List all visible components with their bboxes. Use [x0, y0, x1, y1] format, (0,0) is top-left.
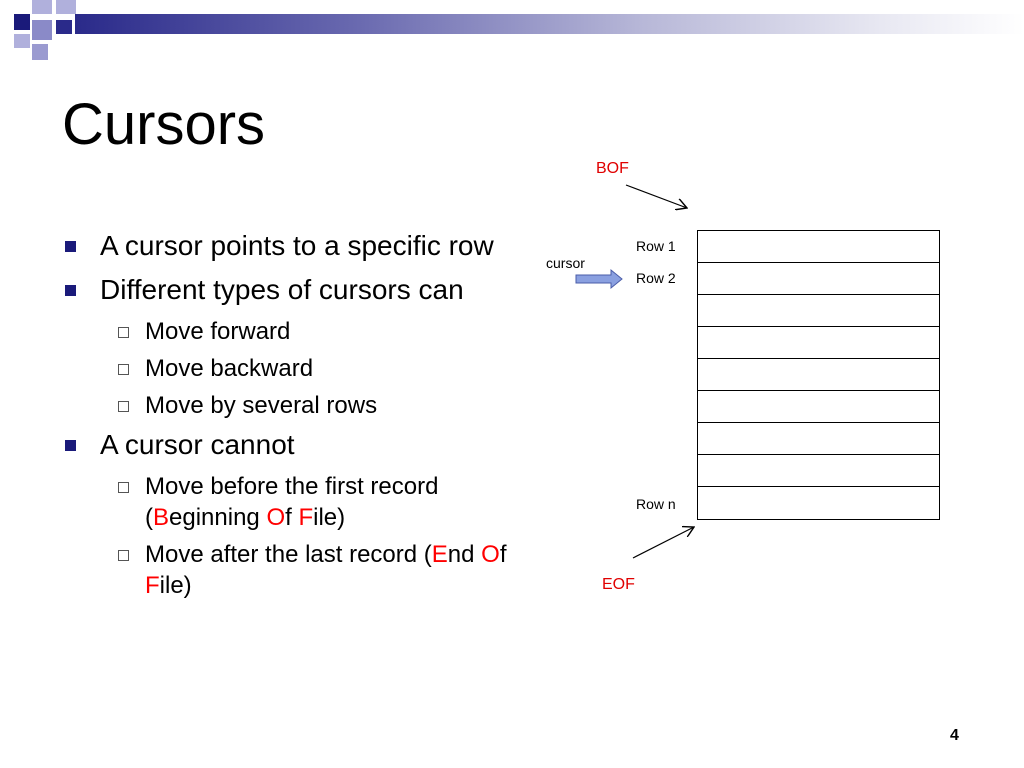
bof-arrow — [626, 185, 687, 208]
bullet-text: A cursor cannot — [100, 429, 295, 460]
bullet-text: Different types of cursors can — [100, 274, 464, 305]
emphasis-letter: O — [266, 504, 286, 531]
emphasis-letter: F — [145, 572, 160, 599]
eof-label: EOF — [602, 576, 635, 593]
bof-label: BOF — [596, 160, 629, 177]
slide-title: Cursors — [62, 92, 266, 157]
emphasis-letter: B — [153, 504, 170, 531]
page-number: 4 — [950, 727, 959, 744]
emphasis-letter: F — [298, 504, 314, 531]
eof-arrow — [633, 527, 694, 558]
row-label-second: Row 2 — [636, 270, 676, 286]
sub-bullet-text: Move after the last record (End Of File) — [145, 541, 507, 599]
emphasis-letter: O — [481, 541, 500, 568]
sub-bullet-text: Move backward — [145, 355, 314, 382]
sub-bullet-text: Move by several rows — [145, 392, 378, 419]
emphasis-letter: E — [431, 541, 448, 568]
row-label-last: Row n — [636, 496, 676, 512]
right-arrow-icon — [576, 270, 622, 288]
sub-bullet-text: Move before the first record (Beginning Of File) — [145, 473, 439, 531]
sub-bullet-text: Move forward — [145, 318, 291, 345]
bullet-text: A cursor points to a specific row — [100, 230, 494, 261]
row-label-first: Row 1 — [636, 238, 676, 254]
cursor-label: cursor — [546, 255, 585, 271]
